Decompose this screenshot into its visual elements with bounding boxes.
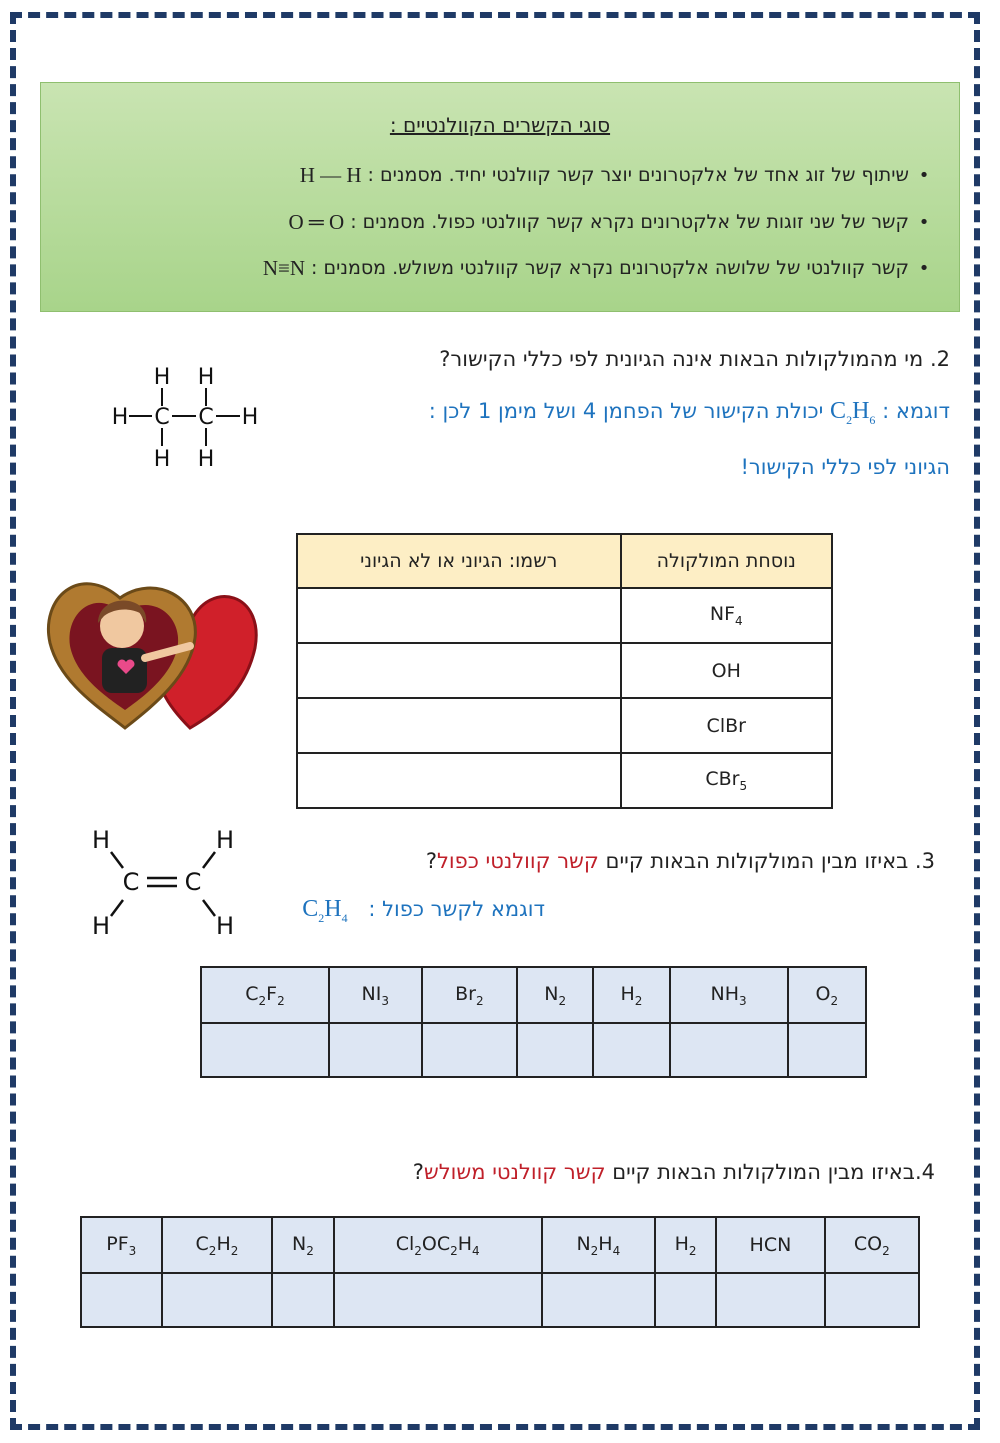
molecule-cell: $N_2$ [517,967,593,1023]
bullet-formula: H — H [299,162,362,187]
molecule-cell: $NH_3$ [670,967,788,1023]
avatar-heart-illustration [40,568,270,733]
molecule-cell: $H_2$ [655,1217,716,1273]
atom-h: H [241,405,259,430]
q3-example-label: דוגמא לקשר כפול : [368,897,545,921]
q2-example-text: יכולת הקישור של הפחמן 4 ושל מימן 1 לכן : [428,399,824,423]
q2-example-line2: הגיוני לפי כללי הקישור! [740,455,950,479]
molecule-cell: $O_2$ [788,967,866,1023]
box-title: סוגי הקשרים הקוולנטיים : [389,113,611,137]
atom-c: C [184,868,202,896]
table-row [297,698,832,753]
table-row [297,753,832,808]
answer-cell[interactable] [162,1273,273,1327]
header-formula: נוסחת המולקולה [621,534,832,588]
bullet-double-bond [101,207,939,237]
q3-question-start: 3. באיזו מבין המולקולות הבאות קיים [598,849,935,873]
q2-table [296,533,833,809]
answer-cell[interactable] [422,1023,518,1077]
answer-cell[interactable] [297,698,621,753]
q4-question-end: ? [412,1160,424,1184]
bond-line [111,852,123,868]
answer-cell[interactable] [517,1023,593,1077]
molecule-cell: ClBr [621,698,832,753]
table-row [81,1217,919,1273]
answer-cell[interactable] [542,1273,655,1327]
table-row [201,1023,866,1077]
atom-h: H [91,912,111,940]
answer-cell[interactable] [655,1273,716,1327]
answer-cell[interactable] [825,1273,919,1327]
q3-question-end: ? [425,849,437,873]
atom-h: H [153,447,171,472]
table-row [201,967,866,1023]
answer-cell[interactable] [272,1273,333,1327]
answer-cell[interactable] [788,1023,866,1077]
q4-table [80,1216,920,1328]
bullet-triple-bond [101,253,939,283]
answer-cell[interactable] [593,1023,669,1077]
q3-question [426,849,935,873]
covalent-bond-types-box [40,82,960,312]
bond-line [203,900,215,916]
header-answer: רשמו: הגיוני או לא הגיוני [297,534,621,588]
q2-example-prefix: דוגמא : [882,399,950,423]
q2-example-formula: $C_2H_6$ [830,398,876,427]
answer-cell[interactable] [670,1023,788,1077]
q4-question [413,1160,935,1184]
answer-cell[interactable] [297,588,621,643]
bond-line [203,852,215,868]
bullet-single-bond [101,160,939,190]
molecule-cell: $CO_2$ [825,1217,919,1273]
answer-cell[interactable] [201,1023,329,1077]
q3-example-formula: $C_2H_4$ [302,896,348,925]
answer-cell[interactable] [297,643,621,698]
bullet-text: קשר קוולנטי של שלושה אלקטרונים נקרא קשר קוולנטי משולש. מסמנים : [311,257,909,279]
bullet-formula: O ═ O [288,209,345,234]
answer-cell[interactable] [297,753,621,808]
q3-question-highlight: קשר קוולנטי כפול [436,849,599,873]
atom-c: C [154,405,170,430]
molecule-cell: $C_2F_2$ [201,967,329,1023]
molecule-cell: $NF_4$ [621,588,832,643]
atom-h: H [215,826,235,854]
answer-cell[interactable] [334,1273,542,1327]
bullet-glyph: • [918,211,930,233]
molecule-cell: $N_2$ [272,1217,333,1273]
table-header-row [297,534,832,588]
q3-example [302,896,545,926]
atom-h: H [215,912,235,940]
molecule-cell: $H_2$ [593,967,669,1023]
q2-question: 2. מי מהמולקולות הבאות אינה הגיונית לפי כללי הקישור? [439,347,950,371]
bullet-text: קשר של שני זוגות של אלקטרונים נקרא קשר קוולנטי כפול. מסמנים : [350,211,909,233]
molecule-cell: $N_2H_4$ [542,1217,655,1273]
bullet-text: שיתוף של זוג אחד של אלקטרונים יוצר קשר קוולנטי יחיד. מסמנים : [367,164,909,186]
atom-h: H [153,365,171,390]
table-row [81,1273,919,1327]
atom-h: H [111,405,129,430]
q3-table [200,966,867,1078]
molecule-cell: CBr$_5$ [621,753,832,808]
answer-cell[interactable] [716,1273,824,1327]
answer-cell[interactable] [81,1273,162,1327]
bullet-glyph: • [918,164,930,186]
q4-question-highlight: קשר קוולנטי משולש [423,1160,606,1184]
q2-example [429,398,950,428]
molecule-cell: $Br_2$ [422,967,518,1023]
table-row [297,588,832,643]
molecule-cell: HCN [716,1217,824,1273]
bond-line [111,900,123,916]
molecule-cell: $NI_3$ [329,967,422,1023]
bullet-formula: N≡N [262,255,306,280]
atom-c: C [122,868,140,896]
molecule-cell: $Cl_2OC_2H_4$ [334,1217,542,1273]
molecule-cell: OH [621,643,832,698]
atom-h: H [91,826,111,854]
atom-h: H [197,365,215,390]
bullet-glyph: • [918,257,930,279]
ethane-structure-diagram [100,360,270,475]
ethene-structure-diagram [85,822,245,942]
q4-question-start: 4.באיזו מבין המולקולות הבאות קיים [605,1160,935,1184]
answer-cell[interactable] [329,1023,422,1077]
molecule-cell: $PF_3$ [81,1217,162,1273]
molecule-cell: $C_2H_2$ [162,1217,273,1273]
atom-c: C [198,405,214,430]
atom-h: H [197,447,215,472]
table-row [297,643,832,698]
